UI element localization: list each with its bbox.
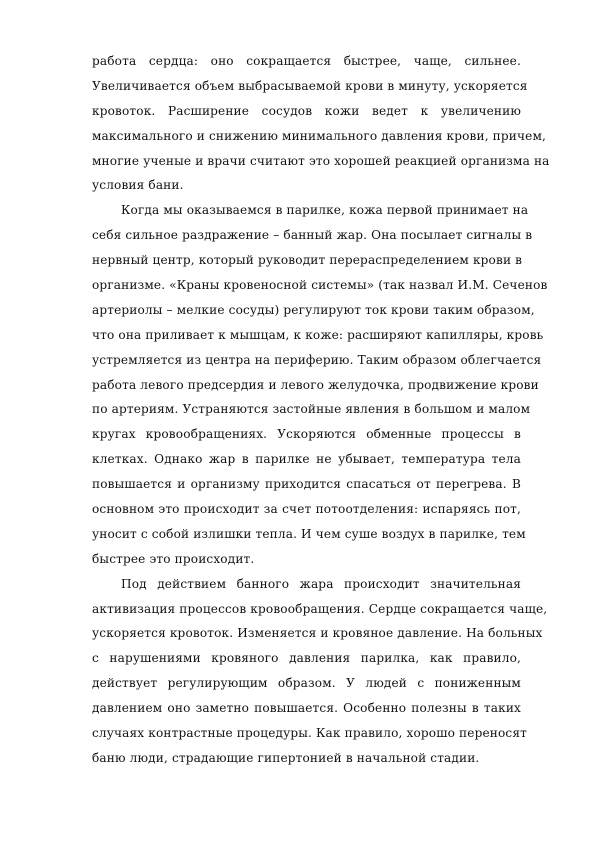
text-line: что она приливает к мышцам, к коже: расширяют капилляры, кровь: [92, 327, 544, 342]
text-line: клетках. Однако жар в парилке не убывает, температура тела: [92, 452, 521, 467]
text-line: давлением оно заметно повышается. Особенно полезны в таких: [92, 701, 521, 716]
text-line: работа левого предсердия и левого желудочка, продвижение крови: [92, 377, 539, 392]
text-line: максимального и снижению минимального давления крови, причем,: [92, 128, 547, 143]
text-line: работа сердца: оно сокращается быстрее, чаще, сильнее.: [92, 54, 521, 68]
text-line: быстрее это происходит.: [92, 551, 255, 566]
text-line: с нарушениями кровяного давления парилка, как правило,: [92, 651, 521, 666]
paragraph-blood-pressure: [92, 572, 548, 771]
paragraph-heart-work: [92, 49, 550, 198]
text-line: кровоток. Расширение сосудов кожи ведет к увеличению: [92, 103, 521, 118]
text-line: кругах кровообращениях. Ускоряются обменные процессы в: [92, 427, 521, 442]
text-line: Когда мы оказываемся в парилке, кожа первой принимает на: [121, 203, 529, 218]
text-line: организме. «Краны кровеносной системы» (так назвал И.М. Сеченов: [92, 278, 548, 293]
text-line: случаях контрастные процедуры. Как правило, хорошо переносят: [92, 726, 527, 741]
text-line: ускоряется кровоток. Изменяется и кровяное давление. На больных: [92, 626, 543, 641]
text-line: нервный центр, который руководит перераспределением крови в: [92, 253, 523, 268]
text-line: основном это происходит за счет потоотделения: испаряясь пот,: [92, 502, 521, 517]
text-line: уносит с собой излишки тепла. И чем суше воздух в парилке, тем: [92, 526, 526, 541]
document-page: [92, 49, 550, 771]
paragraph-steam-room: [92, 198, 548, 571]
text-line: устремляется из центра на периферию. Таким образом облегчается: [92, 352, 542, 367]
text-line: Увеличивается объем выбрасываемой крови в минуту, ускоряется: [92, 78, 528, 93]
text-line: по артериям. Устраняются застойные явления в большом и малом: [92, 402, 531, 417]
text-line: артериолы – мелкие сосуды) регулируют ток крови таким образом,: [92, 302, 535, 317]
text-line: повышается и организму приходится спасаться от перегрева. В: [92, 477, 521, 492]
text-line: действует регулирующим образом. У людей с пониженным: [92, 676, 521, 691]
text-line: баню люди, страдающие гипертонией в начальной стадии.: [92, 750, 480, 765]
text-line: условия бани.: [92, 178, 184, 193]
text-line: многие ученые и врачи считают это хорошей реакцией организма на: [92, 153, 550, 168]
text-line: себя сильное раздражение – банный жар. Она посылает сигналы в: [92, 228, 533, 243]
text-line: активизация процессов кровообращения. Сердце сокращается чаще,: [92, 601, 548, 616]
text-line: Под действием банного жара происходит значительная: [121, 576, 521, 591]
